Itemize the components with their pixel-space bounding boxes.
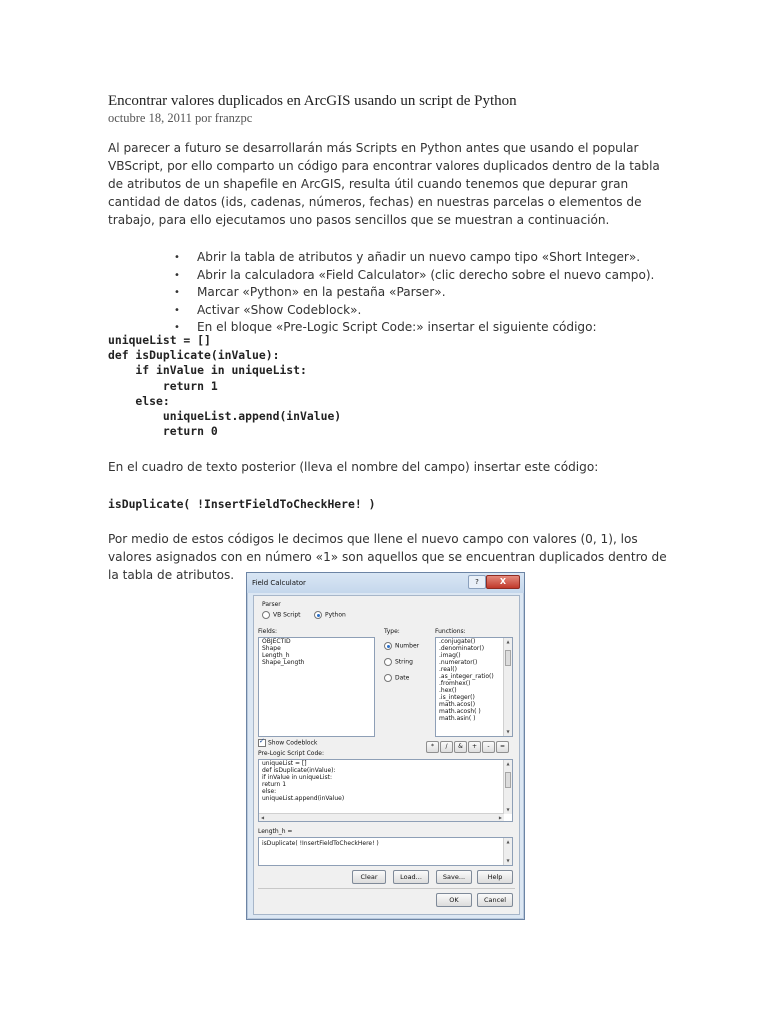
function-item[interactable]: .numerator(): [439, 659, 478, 666]
function-item[interactable]: math.acos(): [439, 701, 476, 708]
expression-scrollbar[interactable]: [503, 838, 512, 865]
cancel-button[interactable]: Cancel: [477, 893, 513, 907]
code-line: uniqueList.append(inValue): [262, 795, 345, 802]
bullet-icon: •: [174, 252, 180, 263]
code-line: else:: [262, 788, 277, 795]
save-button[interactable]: Save...: [436, 870, 472, 884]
code-line: uniqueList = []: [108, 333, 211, 347]
function-item[interactable]: .hex(): [439, 687, 457, 694]
type-option-string[interactable]: [384, 658, 413, 666]
close-icon[interactable]: X: [486, 575, 520, 589]
step-text: Abrir la tabla de atributos y añadir un nuevo campo tipo «Short Integer».: [197, 250, 641, 264]
function-item[interactable]: .real(): [439, 666, 457, 673]
radio-icon: [384, 658, 392, 666]
dialog-titlebar: [247, 573, 524, 593]
step-text: En el bloque «Pre-Logic Script Code:» insertar el siguiente código:: [197, 320, 597, 335]
prelogic-horizontal-scrollbar[interactable]: [259, 813, 504, 821]
dialog-client-area: [253, 595, 520, 915]
code-line: return 1: [108, 378, 218, 393]
expression-code: isDuplicate( !InsertFieldToCheckHere! ): [108, 497, 376, 511]
ok-button[interactable]: OK: [436, 893, 472, 907]
list-item: [172, 267, 654, 285]
scroll-up-icon[interactable]: ▲: [506, 639, 510, 644]
fields-label: Fields:: [258, 628, 277, 635]
intro-paragraph: Al parecer a futuro se desarrollarán más Scripts en Python antes que usando el popular VBScript, por ello comparto un código para encontrar valores duplicados dentro de la tabla de atributos de un shapefile en ArcGIS, resulta útil cuando tenemos que depurar gran cantidad de datos (ids, cadenas, números, fechas) en nuestras parcelas o elementos de trabajo, para ello ejecutamos uno pasos sencillos que se muestran a continuación.: [108, 141, 660, 227]
function-item[interactable]: .denominator(): [439, 645, 485, 652]
bullet-icon: •: [174, 304, 180, 316]
divide-operator-button[interactable]: /: [440, 741, 453, 753]
field-item[interactable]: Shape_Length: [262, 659, 305, 666]
steps-list: [172, 249, 654, 337]
option-label: Date: [395, 674, 410, 682]
scroll-down-icon[interactable]: ▼: [506, 858, 510, 863]
scroll-right-icon[interactable]: ▶: [498, 815, 502, 820]
plus-operator-button[interactable]: +: [468, 741, 481, 753]
target-field-label: Length_h =: [258, 828, 293, 835]
scroll-up-icon[interactable]: ▲: [506, 761, 510, 766]
minus-operator-button[interactable]: -: [482, 741, 495, 753]
code-line: return 1: [262, 781, 287, 788]
functions-list[interactable]: [435, 637, 513, 737]
expression-text: isDuplicate( !InsertFieldToCheckHere! ): [262, 840, 379, 847]
step-text: Abrir la calculadora «Field Calculator» (clic derecho sobre el nuevo campo).: [197, 267, 655, 282]
function-item[interactable]: .is_integer(): [439, 694, 475, 701]
field-calculator-dialog: [246, 572, 525, 920]
function-item[interactable]: .conjugate(): [439, 638, 476, 645]
code-line: if inValue in uniqueList:: [108, 363, 307, 378]
scroll-thumb[interactable]: [505, 650, 511, 666]
ampersand-operator-button[interactable]: &: [454, 741, 467, 753]
parser-option-vbscript[interactable]: [262, 611, 301, 619]
radio-icon: [384, 674, 392, 682]
load-button[interactable]: Load...: [393, 870, 429, 884]
scroll-thumb[interactable]: [505, 772, 511, 788]
equals-operator-button[interactable]: =: [496, 741, 509, 753]
multiply-operator-button[interactable]: *: [426, 741, 439, 753]
dialog-title: Field Calculator: [252, 579, 306, 587]
expression-input[interactable]: [258, 837, 513, 866]
separator: [258, 888, 515, 889]
scroll-left-icon[interactable]: ◀: [261, 815, 265, 820]
radio-icon: [262, 611, 270, 619]
step-text: Activar «Show Codeblock».: [197, 302, 362, 317]
code-line: def isDuplicate(inValue):: [108, 348, 280, 363]
type-label: Type:: [384, 628, 400, 635]
code-block: [108, 333, 341, 439]
conclusion-paragraph: Por medio de estos códigos le decimos que llene el nuevo campo con valores (0, 1), los valores asignados con en número «1» son aquellos que se encuentran duplicados dentro de la tabla de atributos.: [108, 532, 667, 582]
code-line: return 0: [108, 424, 218, 439]
article-byline: octubre 18, 2011 por franzpc: [108, 111, 253, 125]
list-item: [172, 302, 654, 320]
help-icon[interactable]: ?: [468, 575, 486, 589]
scroll-up-icon[interactable]: ▲: [506, 839, 510, 844]
functions-label: Functions:: [435, 628, 466, 635]
code-line: else:: [108, 393, 170, 408]
scroll-down-icon[interactable]: ▼: [506, 729, 510, 734]
radio-selected-icon: [384, 642, 392, 650]
bullet-icon: •: [174, 269, 180, 281]
type-option-number[interactable]: [384, 642, 419, 650]
list-item: [172, 249, 654, 267]
scroll-down-icon[interactable]: ▼: [506, 807, 510, 812]
article-title: Encontrar valores duplicados en ArcGIS usando un script de Python: [108, 93, 517, 109]
step-text: Marcar «Python» en la pestaña «Parser».: [197, 285, 446, 300]
bullet-icon: •: [174, 322, 180, 334]
clear-button[interactable]: Clear: [352, 870, 386, 884]
option-label: String: [395, 658, 413, 666]
parser-group: [259, 600, 369, 622]
field-item[interactable]: OBJECTID: [262, 638, 291, 645]
prelogic-code-input[interactable]: [258, 759, 513, 822]
list-item: [172, 284, 654, 302]
prelogic-label: Pre-Logic Script Code:: [258, 750, 324, 757]
field-item[interactable]: Length_h: [262, 652, 290, 659]
option-label: VB Script: [273, 611, 301, 619]
help-button[interactable]: Help: [477, 870, 513, 884]
code-line: uniqueList.append(inValue): [108, 408, 342, 423]
option-label: Number: [395, 642, 420, 650]
radio-selected-icon: [314, 611, 322, 619]
parser-option-python[interactable]: [314, 611, 346, 619]
function-item[interactable]: .as_integer_ratio(): [439, 673, 494, 680]
checkbox-label: Show Codeblock: [268, 739, 318, 747]
function-item[interactable]: math.asin( ): [439, 715, 476, 722]
function-item[interactable]: .imag(): [439, 652, 461, 659]
function-item[interactable]: .fromhex(): [439, 680, 471, 687]
code-line: uniqueList = []: [262, 760, 307, 767]
code-line: if inValue in uniqueList:: [262, 774, 333, 781]
field-item[interactable]: Shape: [262, 645, 281, 652]
checkbox-checked-icon: [258, 739, 266, 747]
function-item[interactable]: math.acosh( ): [439, 708, 481, 715]
parser-label: Parser: [262, 601, 281, 608]
field-expression-paragraph: En el cuadro de texto posterior (lleva el nombre del campo) insertar este código:: [108, 460, 599, 474]
type-option-date[interactable]: [384, 674, 409, 682]
code-line: def isDuplicate(inValue):: [262, 767, 336, 774]
option-label: Python: [325, 611, 346, 619]
bullet-icon: •: [174, 287, 180, 299]
prelogic-vertical-scrollbar[interactable]: [503, 760, 512, 814]
functions-scrollbar[interactable]: [503, 638, 512, 736]
fields-list[interactable]: [258, 637, 375, 737]
show-codeblock-checkbox[interactable]: [258, 739, 317, 747]
